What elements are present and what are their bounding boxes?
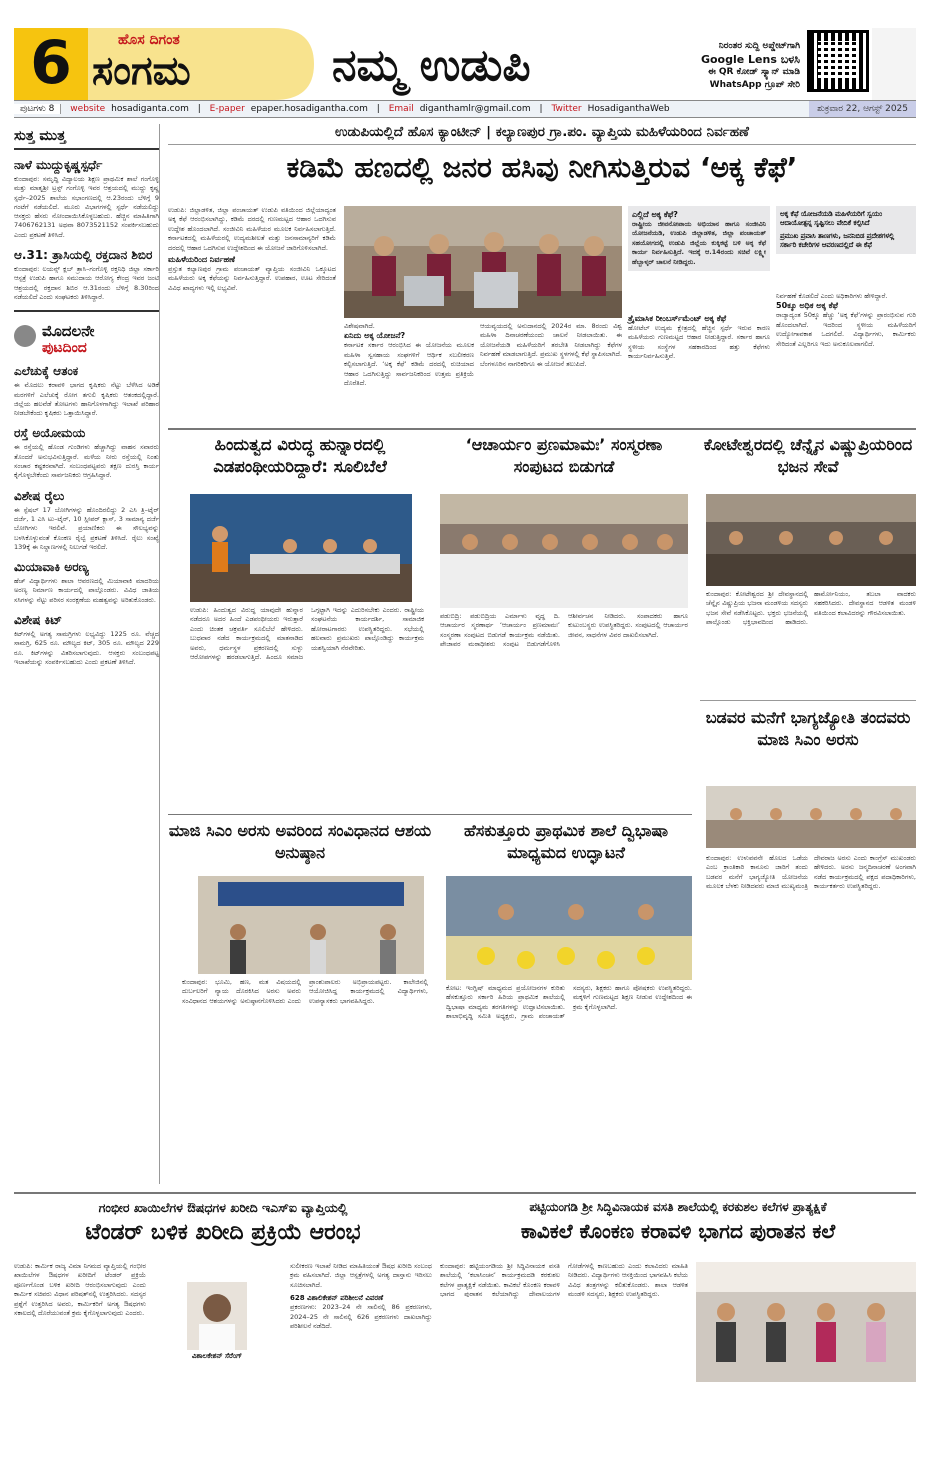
lead-col-2 (344, 322, 474, 388)
masthead-corner-decoration (872, 28, 916, 100)
lead-col4-subhead: ಎಲ್ಲಿದೆ ಅಕ್ಕ ಕೆಫೆ? (632, 210, 678, 219)
sidebar-item-body: ಈ ರಸ್ತೆಯಲ್ಲಿ ಹೊಂಡ ಗುಂಡಿಗಳು ಹೆಚ್ಚಾಗಿದ್ದು ವಾಹನ ಸವಾರರು ತೊಂದರೆ ಅನುಭವಿಸುತ್ತಿದ್ದಾರೆ. ಮಳೆಯ ನೀರು ರಸ್ತೆಯಲ್ಲಿ ನಿಂತು ಸಂಚಾರ ಕಷ್ಟಕರವಾಗಿದೆ. ಸಂಬಂಧಪಟ್ಟವರು ತಕ್ಷಣ ದುರಸ್ತಿ ಕಾರ್ಯ ಕೈಗೊಳ್ಳಬೇಕೆಂದು ಸಾರ್ವಜನಿಕರು ಆಗ್ರಹಿಸಿದ್ದಾರೆ. (14, 443, 159, 480)
lead-col4-subhead-2: ತ್ರೈಮಾಸಿಕ ರೀಂಬರ್ಸ್‌ಮೆಂಟ್ ಅಕ್ಕ ಕೆಫೆ (628, 314, 727, 323)
lead-col5-subhead: 50ಕ್ಕೂ ಅಧಿಕ ಅಕ್ಕ ಕೆಫೆ (776, 301, 838, 311)
divider (168, 428, 916, 430)
story-headline: ‘ಆಚಾರ್ಯಂ ಪ್ರಣಮಾಮಃ’ ಸಂಸ್ಮರಣಾ ಸಂಪುಟದ ಬಿಡುಗಡೆ (465, 435, 663, 476)
arasu-college-photo (198, 876, 424, 974)
acharya-photo (440, 494, 688, 608)
lead-col1-text: ಉಡುಪಿ: ಜಿಲ್ಲಾಡಳಿತ, ಜಿಲ್ಲಾ ಪಂಚಾಯತ್ ಉಡುಪಿ ವತಿಯಿಂದ ಜಿಲ್ಲೆಯಾದ್ಯಂತ ಅಕ್ಕ ಕೆಫೆ ಆರಂಭಿಸಲಾಗಿದ್ದು, ಕಡಿಮೆ ದರದಲ್ಲಿ ಗುಣಮಟ್ಟದ ಆಹಾರ ಒದಗಿಸುವ ಉದ್ದೇಶ ಹೊಂದಲಾಗಿದೆ. ಸಂಜೀವಿನಿ ಮಹಿಳೆಯರ ಮೂಲಕ ನಿರ್ವಹಿಸಲಾಗುತ್ತಿದೆ. ಕರ್ನಾಟಕದಲ್ಲಿ ಮಹಿಳೆಯರಲ್ಲಿ ಉದ್ಯಮಶೀಲತೆ ಮತ್ತು ಜನಸಾಮಾನ್ಯರಿಗೆ ಕಡಿಮೆ ದರದಲ್ಲಿ ಆಹಾರ ಒದಗಿಸುವ ಉದ್ದೇಶದಿಂದ ಈ ಯೋಜನೆ ಜಾರಿಗೊಳಿಸಲಾಗಿದೆ. (168, 206, 336, 252)
lead-col2-subhead: ಏನಿದು ಅಕ್ಕ ಯೋಜನೆ? (344, 331, 406, 341)
info-bar: ಪುಟಗಳು 8 website hosadiganta.com | E-paper epaper.hosadigantha.com | Email diganthamlr@gmail.com | Twitter HosadiganthaWeb ಶುಕ್ರವಾರ 22, ಆಗಸ್ಟ್ 2025 (14, 100, 916, 118)
section-title: ನಮ್ಮ ಉಡುಪಿ (332, 40, 531, 91)
qr-text-3: ಈ QR ಕೋಡ್ ಸ್ಕ್ಯಾನ್ ಮಾಡಿ (707, 67, 800, 77)
story-body: ಕುಂದಾಪುರ: ಉಳುವವನೇ ಹೊಲದ ಒಡೆಯ ಎಂಬ ಕ್ರಾಂತಿಕಾರಿ ಕಾನೂನು ಜಾರಿಗೆ ತಂದು ಬಡವರ ಮನೆಗೆ ಭಾಗ್ಯಜ್ಯೋತಿ ಯೋಜನೆಯ ಮೂಲಕ ಬೆಳಕು ನೀಡಿದವರು ಮಾಜಿ ಮುಖ್ಯಮಂತ್ರಿ ದೇವರಾಜ ಅರಸು ಎಂದು ಕಾಂಗ್ರೆಸ್ ಮುಖಂಡರು ಹೇಳಿದರು. ಅರಸು ಜನ್ಮದಿನಾಚರಣೆ ಅಂಗವಾಗಿ ನಡೆದ ಕಾರ್ಯಕ್ರಮದಲ್ಲಿ ಪಕ್ಷದ ಪದಾಧಿಕಾರಿಗಳು, ಕಾರ್ಯಕರ್ತರು ಉಪಸ್ಥಿತರಿದ್ದರು. (706, 854, 916, 891)
brand-small: ಹೊಸ ದಿಗಂತ (118, 32, 180, 48)
sidebar-item-body: ಕುಂದಾಪುರ: ಲಯನ್ಸ್ ಕ್ಲಬ್ ತ್ರಾಸಿ–ಗಂಗೊಳ್ಳಿ ರಕ್ತನಿಧಿ ಜಿಲ್ಲಾ ಸರ್ಕಾರಿ ಆಸ್ಪತ್ರೆ ಉಡುಪಿ ಹಾಗೂ ಸಮುದಾಯ ಆರೋಗ್ಯ ಕೇಂದ್ರ ಇವರ ಜಂಟಿ ಆಶ್ರಯದಲ್ಲಿ ರಕ್ತದಾನ ಶಿಬಿರ ಆ.31ರಂದು ಬೆಳಿಗ್ಗೆ 8.30ರಿಂದ ನಡೆಯಲಿದೆ ಎಂದು ಸಂಘಟಕರು ತಿಳಿಸಿದ್ದಾರೆ. (14, 265, 159, 301)
story-hesakuthur (440, 820, 692, 1186)
lead-col1-subhead: ಮಹಿಳೆಯರಿಂದ ನಿರ್ವಹಣೆ (168, 255, 235, 265)
qr-text-2: Google Lens ಬಳಸಿ (700, 53, 800, 66)
sidebar-item (14, 426, 159, 480)
craft-demonstration-photo (696, 1262, 916, 1382)
email-link[interactable]: diganthamlr@gmail.com (419, 104, 531, 114)
lead-col4-text: ರಾಷ್ಟ್ರೀಯ ಜೀವನೋಪಾಯ ಅಭಿಯಾನ ಹಾಗೂ ಸಂಜೀವಿನಿ ಯೋಜನೆಯಡಿ, ಉಡುಪಿ ಜಿಲ್ಲಾಡಳಿತ, ಜಿಲ್ಲಾ ಪಂಚಾಯತ್ ಸಹಯೋಗದಲ್ಲಿ ಉಡುಪಿ ಜಿಲ್ಲೆಯ ಕುಕ್ಕಿಕಟ್ಟೆ ಬಳಿ ಅಕ್ಕ ಕೆಫೆ ಕಾರ್ಯ ನಿರ್ವಹಿಸುತ್ತಿದೆ. ಇದಕ್ಕೆ ಆ.14ರಂದು ಸಚಿವೆ ಲಕ್ಷ್ಮೀ ಹೆಬ್ಬಾಳ್ಕರ್ ಚಾಲನೆ ನೀಡಿದ್ದರು. (632, 220, 766, 266)
sidebar-item-title: ರಸ್ತೆ ಅಯೋಮಯ (14, 426, 86, 441)
sidebar-item-title: ನಾಳೆ ಮುದ್ದುಕೃಷ್ಣಸ್ಪರ್ಧೆ (14, 158, 103, 172)
lead-kicker: ಉಡುಪಿಯಲ್ಲಿದೆ ಹೊಸ ಕ್ಯಾಂಟೀನ್ | ಕಲ್ಯಾಣಪುರ ಗ್ರಾ.ಪಂ. ವ್ಯಾಪ್ತಿಯ ಮಹಿಳೆಯರಿಂದ ನಿರ್ವಹಣೆ (168, 124, 916, 145)
lead-col-5 (776, 292, 916, 349)
story-arasu-constitution (168, 820, 432, 1186)
page-number: 6 (14, 28, 88, 98)
lead-col-4 (628, 206, 770, 271)
story-body: ಕುಂದಾಪುರ: ಕೋಟೇಶ್ವರದ ಶ್ರೀ ದೇವಸ್ಥಾನದಲ್ಲಿ ಚೆನ್ನೈನ ವಿಷ್ಣುಪ್ರಿಯ ಭಜನಾ ಮಂಡಳಿಯ ಸದಸ್ಯರು ಭಜನ ಸೇವೆ ನಡೆಸಿಕೊಟ್ಟರು. ಭಕ್ತರು ಭಜನೆಯಲ್ಲಿ ಪಾಲ್ಗೊಂಡು ಭಕ್ತಿಭಾವದಿಂದ ಹಾಡಿದರು. ಹಾರ್ಮೋನಿಯಂ, ತಬಲಾ ವಾದಕರು ಸಹಕರಿಸಿದರು. ದೇವಸ್ಥಾನದ ಆಡಳಿತ ಮಂಡಳಿ ವತಿಯಿಂದ ಕಲಾವಿದರನ್ನು ಗೌರವಿಸಲಾಯಿತು. (706, 590, 916, 627)
sidebar-item-title: ಆ.31: ತ್ರಾಸಿಯಲ್ಲಿ ರಕ್ತದಾನ ಶಿಬಿರ (14, 248, 153, 263)
lead-col-4b (628, 314, 770, 362)
divider (168, 814, 692, 815)
story-body: ಉಡುಪಿ: ಹಿಂದುತ್ವದ ವಿರುದ್ಧ ಯಾವುದೇ ಹುನ್ನಾರ ನಡೆದರೂ ಅದರ ಹಿಂದೆ ಎಡಪಂಥೀಯರು ಇರುತ್ತಾರೆ ಎಂದು ಚಿಂತಕ ಚಕ್ರವರ್ತಿ ಸೂಲಿಬೆಲೆ ಹೇಳಿದರು. ಬುಧವಾರ ನಡೆದ ಕಾರ್ಯಕ್ರಮದಲ್ಲಿ ಮಾತನಾಡಿದ ಅವರು, ಧರ್ಮಸ್ಥಳ ಪ್ರಕರಣದಲ್ಲಿ ಸುಳ್ಳು ಆರೋಪಗಳನ್ನು ಹರಡಲಾಗುತ್ತಿದೆ. ಹಿಂದೂ ಸಮಾಜ ಒಗ್ಗಟ್ಟಾಗಿ ಇದನ್ನು ಎದುರಿಸಬೇಕು ಎಂದರು. ರಾಷ್ಟ್ರೀಯ ಸಂಘಟನೆಯ ಕಾರ್ಯದರ್ಶಿ, ಸಾಮಾಜಿಕ ಹೋರಾಟಗಾರರು ಉಪಸ್ಥಿತರಿದ್ದರು. ಸಭೆಯಲ್ಲಿ ಹಲವಾರು ಪ್ರಮುಖರು ಪಾಲ್ಗೊಂಡಿದ್ದು ಕಾರ್ಯಕ್ರಮ ಯಶಸ್ವಿಯಾಗಿ ನೆರವೇರಿತು. (190, 606, 424, 662)
story-body: ಕುಂದಾಪುರ: ಹಟ್ಟಿಯಂಗಡಿಯ ಶ್ರೀ ಸಿದ್ಧಿವಿನಾಯಕ ವಸತಿ ಶಾಲೆಯಲ್ಲಿ ‘ಕಲಾಸಿಂಚನ’ ಕಾರ್ಯಕ್ರಮದಡಿ ಕರಕುಶಲ ಕಲೆಗಳ ಪ್ರಾತ್ಯಕ್ಷಿಕೆ ನಡೆಯಿತು. ಕಾವಿಕಲೆ ಕೊಂಕಣ ಕರಾವಳಿ ಭಾಗದ ಪುರಾತನ ಕಲೆಯಾಗಿದ್ದು ದೇವಾಲಯಗಳ ಗೋಡೆಗಳಲ್ಲಿ ಕಾಣಬಹುದು ಎಂದು ಕಲಾವಿದರು ಮಾಹಿತಿ ನೀಡಿದರು. ವಿದ್ಯಾರ್ಥಿಗಳು ಆಸಕ್ತಿಯಿಂದ ಭಾಗವಹಿಸಿ ಕಲೆಯ ವಿವಿಧ ತಂತ್ರಗಳನ್ನು ಕಲಿತುಕೊಂಡರು. ಶಾಲಾ ಆಡಳಿತ ಮಂಡಳಿ ಸದಸ್ಯರು, ಶಿಕ್ಷಕರು ಉಪಸ್ಥಿತರಿದ್ದರು. (440, 1262, 688, 1299)
story-headline: ಹೆಸಕುತ್ತೂರು ಪ್ರಾಥಮಿಕ ಶಾಲೆ ದ್ವಿಭಾಷಾ ಮಾಧ್ಯಮದ ಉದ್ಘಾಟನೆ (464, 821, 668, 862)
school-photo (446, 876, 692, 980)
story-arasu-bhagyajyothi (700, 700, 916, 1180)
first-page-section (14, 310, 159, 356)
highlight-item: ಪ್ರಮುಖ ಪ್ರವಾಸಿ ತಾಣಗಳು, ಜನನಿಬಿಡ ಪ್ರದೇಶಗಳಲ್ಲಿ ಸರ್ಕಾರಿ ಕಚೇರಿಗಳ ಆವರಣದಲ್ಲಿದೆ ಈ ಕೆಫೆ (780, 232, 895, 249)
lead-col1-text-b: ಪ್ರಸ್ತುತ ಕಲ್ಯಾಣಪುರ ಗ್ರಾಮ ಪಂಚಾಯತ್ ವ್ಯಾಪ್ತಿಯ ಸಂಜೀವಿನಿ ಒಕ್ಕೂಟದ ಮಹಿಳೆಯರು ಅಕ್ಕ ಕೆಫೆಯನ್ನು ನಿರ್ವಹಿಸುತ್ತಿದ್ದಾರೆ. ಉಪಹಾರ, ಊಟ ಸೇರಿದಂತೆ ವಿವಿಧ ಖಾದ್ಯಗಳು ಇಲ್ಲಿ ಲಭ್ಯವಿವೆ. (168, 265, 336, 292)
hindutva-photo (190, 494, 412, 602)
sidebar-item (14, 489, 159, 552)
story-pattingadi (440, 1200, 916, 1450)
lead-col2-text: ಕರ್ನಾಟಕ ಸರ್ಕಾರ ಆರಂಭಿಸಿದ ಈ ಯೋಜನೆಯ ಮೂಲಕ ಮಹಿಳಾ ಸ್ವಸಹಾಯ ಸಂಘಗಳಿಗೆ ಆರ್ಥಿಕ ಸಬಲೀಕರಣ ಕಲ್ಪಿಸಲಾಗುತ್ತಿದೆ. ‘ಅಕ್ಕ ಕೆಫೆ’ ಕಡಿಮೆ ದರದಲ್ಲಿ ರುಚಿಯಾದ ಆಹಾರ ಒದಗಿಸುತ್ತಿದ್ದು ಸಾರ್ವಜನಿಕರಿಂದ ಉತ್ತಮ ಪ್ರತಿಕ್ರಿಯೆ ದೊರೆತಿದೆ. (344, 341, 474, 388)
qr-text-4: WhatsApp ಗ್ರೂಪ್ ಸೇರಿ (709, 80, 800, 90)
byline: ವಿಶಾಲಕೇಶನ್ ಸೆರೆಂಗ್ (191, 1352, 243, 1360)
qr-text-1: ನಿರಂತರ ಸುದ್ದಿ ಅಪ್ಡೇಟ್‌ಗಾಗಿ (718, 41, 800, 51)
brand-logo: ಸಂಗಮ (92, 48, 191, 94)
story-acharya (440, 434, 688, 810)
lead-highlight-box (776, 206, 916, 254)
minister-portrait (187, 1282, 247, 1350)
lead-col5-text: ನಿರ್ವಹಣೆ ಕೊಡಲಿದೆ ಎಂದು ಅಧಿಕಾರಿಗಳು ಹೇಳಿದ್ದಾರೆ. (776, 292, 888, 300)
twitter-link[interactable]: HosadiganthaWeb (587, 104, 670, 114)
sidebar-item-title: ಮಿಯಾವಾಕಿ ಅರಣ್ಯ (14, 560, 89, 575)
qr-instructions (650, 40, 800, 92)
story-body: ಕೋಟ: ಇಂಗ್ಲಿಷ್ ಮಾಧ್ಯಮದ ಪ್ರಯೋಜನಗಳ ಕುರಿತು ಹೆಸಕುತ್ತೂರು ಸರ್ಕಾರಿ ಹಿರಿಯ ಪ್ರಾಥಮಿಕ ಶಾಲೆಯಲ್ಲಿ ದ್ವಿಭಾಷಾ ಮಾಧ್ಯಮ ತರಗತಿಗಳನ್ನು ಉದ್ಘಾಟಿಸಲಾಯಿತು. ಶಾಲಾಭಿವೃದ್ಧಿ ಸಮಿತಿ ಅಧ್ಯಕ್ಷರು, ಗ್ರಾಮ ಪಂಚಾಯತ್ ಸದಸ್ಯರು, ಶಿಕ್ಷಕರು ಹಾಗೂ ಪೋಷಕರು ಉಪಸ್ಥಿತರಿದ್ದರು. ಮಕ್ಕಳಿಗೆ ಗುಣಮಟ್ಟದ ಶಿಕ್ಷಣ ನೀಡುವ ಉದ್ದೇಶದಿಂದ ಈ ಕ್ರಮ ಕೈಗೊಳ್ಳಲಾಗಿದೆ. (446, 984, 692, 1021)
pencil-icon (14, 325, 36, 347)
bhajan-photo (706, 494, 916, 586)
lead-col2-lead: ವಿಶೇಷವಾಗಿದೆ. (344, 322, 375, 330)
story-body: ಕುಂದಾಪುರ: ಭೂಮಿ, ಹಣ, ಮತ ವಿಷಯದಲ್ಲಿ ದುರ್ಬಲರಿಗೆ ನ್ಯಾಯ ದೊರಕಿಸಿದ ಅರಸು ಅವರು ಸಂವಿಧಾನದ ಆಶಯಗಳನ್ನು ಅನುಷ್ಠಾನಗೊಳಿಸಿದರು ಎಂದು ಪ್ರಾಂಶುಪಾಲರು ಅಭಿಪ್ರಾಯಪಟ್ಟರು. ಕಾಲೇಜಿನಲ್ಲಿ ಆಯೋಜಿಸಿದ್ದ ಕಾರ್ಯಕ್ರಮದಲ್ಲಿ ವಿದ್ಯಾರ್ಥಿಗಳು, ಉಪನ್ಯಾಸಕರು ಭಾಗವಹಿಸಿದ್ದರು. (182, 978, 428, 1005)
story-headline: ಕೋಟೇಶ್ವರದಲ್ಲಿ ಚೆನ್ನೈನ ವಿಷ್ಣುಪ್ರಿಯರಿಂದ ಭಜನ ಸೇವೆ (703, 435, 913, 476)
divider (14, 1192, 916, 1194)
lead-col5-text-b: ರಾಜ್ಯಾದ್ಯಂತ 50ಕ್ಕೂ ಹೆಚ್ಚು ‘ಅಕ್ಕ ಕೆಫೆ’ಗಳನ್ನು ಪ್ರಾರಂಭಿಸುವ ಗುರಿ ಹೊಂದಲಾಗಿದೆ. ಇದರಿಂದ ಸ್ಥಳೀಯ ಮಹಿಳೆಯರಿಗೆ ಉದ್ಯೋಗಾವಕಾಶ ಒದಗಲಿದೆ. ವಿದ್ಯಾರ್ಥಿಗಳು, ಕಾರ್ಮಿಕರು ಸೇರಿದಂತೆ ಎಲ್ಲರಿಗೂ ಇದು ಅನುಕೂಲವಾಗಲಿದೆ. (776, 311, 916, 348)
lead-col4-text-b: ಹೋಟೆಲ್ ಉದ್ಯಮ ಕ್ಷೇತ್ರದಲ್ಲಿ ಹೆಚ್ಚಿನ ಸ್ಪರ್ಧೆ ಇರುವ ಕಾರಣ ಮಹಿಳೆಯರು ಗುಣಮಟ್ಟದ ಆಹಾರ ನೀಡುತ್ತಿದ್ದಾರೆ. ಸರ್ಕಾರ ಹಾಗೂ ಸ್ಥಳೀಯ ಸಂಸ್ಥೆಗಳ ಸಹಕಾರದಿಂದ ಹತ್ತು ಕೆಫೆಗಳು ಕಾರ್ಯನಿರ್ವಹಿಸುತ್ತಿವೆ. (628, 324, 770, 361)
sidebar-heading: ಸುತ್ತ ಮುತ್ತ (14, 128, 159, 150)
lead-col3-text: ಆಯವ್ಯಯದಲ್ಲಿ ಅನುದಾನದಲ್ಲಿ 2024ರ ಮಾ. 8ರಂದು ವಿಶ್ವ ಮಹಿಳಾ ದಿನಾಚರಣೆಯಂದು ಚಾಲನೆ ನೀಡಲಾಯಿತು. ಈ ಯೋಜನೆಯಡಿ ಮಹಿಳೆಯರಿಗೆ ತರಬೇತಿ ನೀಡಲಾಗಿದ್ದು ಕೆಫೆಗಳ ನಿರ್ವಹಣೆ ಮಾಡಲಾಗುತ್ತಿದೆ. ಪ್ರಮುಖ ಸ್ಥಳಗಳಲ್ಲಿ ಕೆಫೆ ಸ್ಥಾಪಿಸಲಾಗಿದೆ. ಬೆಂಗಳೂರಿನ ನಾಗರಿಕರಿಗೂ ಈ ಯೋಜನೆ ತಲುಪಿದೆ. (480, 322, 622, 368)
story-headline: ಬಡವರ ಮನೆಗೆ ಭಾಗ್ಯಜ್ಯೋತಿ ತಂದವರು ಮಾಜಿ ಸಿಎಂ ಅರಸು (700, 700, 916, 751)
story-kicker: ಗಂಭೀರ ಖಾಯಿಲೆಗಳ ಔಷಧಗಳ ಖರೀದಿ ಇಎಸ್ಐ ವ್ಯಾಪ್ತಿಯಲ್ಲಿ (98, 1200, 348, 1215)
story-koteshwara (700, 434, 916, 692)
story-headline: ಟೆಂಡರ್ ಬಳಿಕ ಖರೀದಿ ಪ್ರಕ್ರಿಯೆ ಆರಂಭ (85, 1220, 361, 1245)
sidebar-item (14, 158, 159, 240)
sidebar-news-briefs (14, 124, 160, 1184)
email-label: Email (388, 104, 414, 114)
sidebar-item (14, 248, 159, 302)
esi-col-2 (152, 1262, 282, 1446)
esi-col3-text: ಸುಲೀಕರಣ ಇಲಾಖೆ ನೀಡಿದ ಮಾಹಿತಿಯಂತೆ ಔಷಧ ಖರೀದಿ ಸಂಬಂಧ ಕ್ರಮ ವಹಿಸಲಾಗಿದೆ. ಜಿಲ್ಲಾ ಆಸ್ಪತ್ರೆಗಳಲ್ಲಿ ಅಗತ್ಯ ದಾಸ್ತಾನು ಇರಿಸಲು ಸೂಚಿಸಲಾಗಿದೆ. (290, 1262, 432, 1289)
qr-code-icon[interactable] (810, 33, 866, 89)
sidebar-item-title: ವಿಶೇಷ ಕಿಟ್ (14, 613, 62, 628)
esi-highlight-text: ಪ್ರಕರಣಗಳು: 2023–24 ನೇ ಸಾಲಿನಲ್ಲಿ 86 ಪ್ರಕರಣಗಳು, 2024–25 ನೇ ಸಾಲಿನಲ್ಲಿ 626 ಪ್ರಕರಣಗಳು ದಾಖಲಾಗಿದ್ದು ಪರಿಶೀಲನೆ ನಡೆದಿದೆ. (290, 1303, 432, 1331)
lead-col-3 (480, 322, 622, 369)
website-label: website (70, 104, 106, 114)
lead-story (168, 124, 916, 424)
sidebar-item (14, 613, 159, 667)
sidebar-item-body: ಹೆಚ್ ವಿದ್ಯಾರ್ಥಿಗಳು ಶಾಲಾ ಆವರಣದಲ್ಲಿ ಮಿಯಾವಾಕಿ ಮಾದರಿಯ ಅರಣ್ಯ ನಿರ್ಮಾಣ ಕಾರ್ಯದಲ್ಲಿ ಪಾಲ್ಗೊಂಡರು. ವಿವಿಧ ಜಾತಿಯ ಸಸಿಗಳನ್ನು ನೆಟ್ಟು ಪರಿಸರ ಸಂರಕ್ಷಣೆಯ ಮಹತ್ವವನ್ನು ಅರಿತುಕೊಂಡರು. (14, 577, 159, 604)
story-kicker: ಪಟ್ಟಿಯಂಗಡಿ ಶ್ರೀ ಸಿದ್ಧಿವಿನಾಯಕ ವಸತಿ ಶಾಲೆಯಲ್ಲಿ ಕರಕುಶಲ ಕಲೆಗಳ ಪ್ರಾತ್ಯಕ್ಷಿಕೆ (529, 1200, 827, 1214)
story-hindutva (168, 434, 432, 810)
story-body: ಉಡುಪಿ: ಕಾರ್ಮಿಕ ರಾಜ್ಯ ವಿಮಾ ನಿಗಮದ ವ್ಯಾಪ್ತಿಯಲ್ಲಿ ಗಂಭೀರ ಖಾಯಿಲೆಗಳ ಔಷಧಗಳ ಖರೀದಿಗೆ ಟೆಂಡರ್ ಪ್ರಕ್ರಿಯೆ ಪೂರ್ಣಗೊಂಡ ಬಳಿಕ ಖರೀದಿ ಆರಂಭಿಸಲಾಗುವುದು ಎಂದು ಕಾರ್ಮಿಕ ಸಚಿವರು ವಿಧಾನ ಪರಿಷತ್‌ನಲ್ಲಿ ಉತ್ತರಿಸಿದರು. ಸದಸ್ಯರ ಪ್ರಶ್ನೆಗೆ ಉತ್ತರಿಸಿದ ಅವರು, ಕಾರ್ಮಿಕರಿಗೆ ಅಗತ್ಯ ಔಷಧಗಳು ಸಕಾಲದಲ್ಲಿ ದೊರೆಯುವಂತೆ ಕ್ರಮ ಕೈಗೊಳ್ಳಲಾಗುವುದು ಎಂದರು. (14, 1262, 146, 1318)
sidebar-item-title: ಎಲೆಚುಕ್ಕೆ ಆತಂಕ (14, 364, 79, 379)
esi-highlight-head: 628 ವಿಶಾಲಿಕೇಶನ್ ಪರಿಶೀಲನೆ ವಿವರಣೆ (290, 1294, 384, 1303)
story-headline: ಕಾವಿಕಲೆ ಕೊಂಕಣ ಕರಾವಳಿ ಭಾಗದ ಪುರಾತನ ಕಲೆ (520, 1219, 836, 1243)
website-link[interactable]: hosadiganta.com (111, 104, 189, 114)
first-page-label-1: ಮೊದಲನೇ (42, 322, 95, 341)
lead-col-1 (168, 206, 336, 293)
sidebar-item-body: ಈ ಮೊದಲು ಕರಾವಳಿ ಭಾಗದ ಕೃಷಿಕರು ನೆಟ್ಟು ಬೆಳೆಸಿದ ಅಡಿಕೆ ಮರಗಳಿಗೆ ಎಲೆಚುಕ್ಕೆ ರೋಗ ತಗುಲಿ ಕೃಷಿಕರು ಆತಂಕದಲ್ಲಿದ್ದಾರೆ. ಜಿಲ್ಲೆಯ ಹಲವೆಡೆ ತೋಟಗಳು ಹಾನಿಗೊಳಗಾಗಿದ್ದು ಇಲಾಖೆ ಪರಿಹಾರ ನೀಡಬೇಕೆಂದು ಕೃಷಿಕರು ಒತ್ತಾಯಿಸಿದ್ದಾರೆ. (14, 381, 159, 418)
first-page-label-2: ಪುಟದಿಂದ (42, 340, 87, 357)
sidebar-item (14, 560, 159, 605)
highlight-item: ಅಕ್ಕ ಕೆಫೆ ಯೋಜನೆಯಡಿ ಮಹಿಳೆಯರಿಗೆ ಸ್ವಯಂ ಆದಾಯೋತ್ಪನ್ನ ಸೃಷ್ಟಿಸಲು ವೇದಿಕೆ ಕಲ್ಪಿಸಿದೆ (780, 210, 883, 227)
sidebar-item-title: ವಿಶೇಷ ರೈಲು (14, 488, 65, 503)
lead-headline: ಕಡಿಮೆ ಹಣದಲ್ಲಿ ಜನರ ಹಸಿವು ನೀಗಿಸುತ್ತಿರುವ ‘ಅಕ್ಕ ಕೆಫೆ’ (286, 151, 798, 184)
pages-count: ಪುಟಗಳು 8 (14, 104, 61, 114)
akka-cafe-photo (344, 206, 622, 318)
story-headline: ಹಿಂದುತ್ವದ ವಿರುದ್ಧ ಹುನ್ನಾರದಲ್ಲಿ ಎಡಪಂಥೀಯರಿದ್ದಾರೆ: ಸೂಲಿಬೆಲೆ (213, 435, 387, 476)
sidebar-item-body: ಈ ಸ್ಪೆಷಲ್ 17 ಬೋಗಿಗಳನ್ನು ಹೊಂದಿರಲಿದ್ದು 2 ಎಸಿ ತ್ರಿ–ಟೈರ್ ದರ್ಜೆ, 1 ಎಸಿ ಟು–ಟೈರ್, 10 ಸ್ಲೀಪರ್ ಕ್ಲಾಸ್, 3 ಸಾಮಾನ್ಯ ದರ್ಜೆ ಬೋಗಿಗಳು ಇರಲಿವೆ. ಪ್ರಯಾಣಿಕರು ಈ ಸೌಲಭ್ಯವನ್ನು ಬಳಸಿಕೊಳ್ಳುವಂತೆ ಕೊಂಕಣ ರೈಲ್ವೆ ಪ್ರಕಟಣೆ ತಿಳಿಸಿದೆ. ರೈಲು ಸಂಖ್ಯೆ 139ಕ್ಕೆ ಈ ನಿಲ್ದಾಣಗಳಲ್ಲಿ ನಿಲುಗಡೆ ಇರಲಿದೆ. (14, 505, 159, 551)
arasu-event-photo (706, 786, 916, 848)
sidebar-item-body: ಕುಂದಾಪುರ: ಸಮೃದ್ಧಿ ವಿದ್ಯಾಲಯ ಶಿಕ್ಷಣ ಪ್ರಾಥಮಿಕ ಶಾಲೆ ಗಂಗೊಳ್ಳಿ ಮತ್ತು ಮಾತೃಶ್ರೀ ಟ್ರಸ್ಟ್ ಗಂಗೊಳ್ಳಿ ಇವರ ಆಶ್ರಯದಲ್ಲಿ ಮುದ್ದು ಕೃಷ್ಣ ಸ್ಪರ್ಧೆ–2025 ಶಾಲೆಯ ಸಭಾಂಗಣದಲ್ಲಿ ಆ.23ರಂದು ಬೆಳಿಗ್ಗೆ 9 ಗಂಟೆಗೆ ನಡೆಯಲಿದೆ. ಮೂರು ವಿಭಾಗಗಳಲ್ಲಿ ಸ್ಪರ್ಧೆ ನಡೆಯಲಿದ್ದು ಆಸಕ್ತರು ಹೆಸರು ನೋಂದಾಯಿಸಿಕೊಳ್ಳಬಹುದು. ಹೆಚ್ಚಿನ ಮಾಹಿತಿಗಾಗಿ 7406762131 ಅಥವಾ 8073521152 ಸಂಪರ್ಕಿಸಬಹುದು ಎಂದು ಪ್ರಕಟಣೆ ತಿಳಿಸಿದೆ. (14, 175, 159, 239)
epaper-link[interactable]: epaper.hosadigantha.com (250, 104, 368, 114)
story-esi (14, 1200, 432, 1450)
esi-col-3 (290, 1262, 432, 1446)
story-headline: ಮಾಜಿ ಸಿಎಂ ಅರಸು ಅವರಿಂದ ಸಂವಿಧಾನದ ಆಶಯ ಅನುಷ್ಠಾನ (168, 821, 432, 862)
story-body: ಪಡುಬಿದ್ರಿ: ಪಡುಬಿದ್ರಿಯ ಎರ್ಮಾಳು ವೃದ್ಧ ದಿ. ಆಚಾರ್ಯರ ಸ್ಮರಣಾರ್ಥ ‘ಆಚಾರ್ಯಂ ಪ್ರಣಮಾಮಃ’ ಸಂಸ್ಮರಣಾ ಸಂಪುಟದ ಬಿಡುಗಡೆ ಕಾರ್ಯಕ್ರಮ ನಡೆಯಿತು. ಪೇಜಾವರ ಮಠಾಧೀಶರು ಸಂಪುಟ ಬಿಡುಗಡೆಗೊಳಿಸಿ ಆಶೀರ್ವಚನ ನೀಡಿದರು. ಸಂಪಾದಕರು ಹಾಗೂ ಕುಟುಂಬಸ್ಥರು ಉಪಸ್ಥಿತರಿದ್ದರು. ಸಂಪುಟದಲ್ಲಿ ಆಚಾರ್ಯರ ಜೀವನ, ಸಾಧನೆಗಳ ವಿವರ ದಾಖಲಿಸಲಾಗಿದೆ. (440, 612, 688, 649)
issue-date: ಶುಕ್ರವಾರ 22, ಆಗಸ್ಟ್ 2025 (809, 101, 916, 117)
sidebar-item-body: ಕಿಟ್‌ಗಳಲ್ಲಿ ಅಗತ್ಯ ಸಾಮಗ್ರಿಗಳು ಲಭ್ಯವಿದ್ದು 1225 ರೂ. ವೆಚ್ಚದ ಸಾಮಗ್ರಿ, 625 ರೂ. ಮೌಲ್ಯದ ಕಿಟ್, 305 ರೂ. ಮೌಲ್ಯದ 229 ರೂ. ಕಿಟ್‌ಗಳನ್ನು ವಿತರಿಸಲಾಗುವುದು. ಆಸಕ್ತರು ಸಂಬಂಧಪಟ್ಟ ಇಲಾಖೆಯನ್ನು ಸಂಪರ್ಕಿಸಬಹುದು ಎಂದು ಪ್ರಕಟಣೆ ತಿಳಿಸಿದೆ. (14, 630, 159, 666)
epaper-label: E-paper (209, 104, 245, 114)
sidebar-item (14, 364, 159, 418)
twitter-label: Twitter (551, 104, 582, 114)
